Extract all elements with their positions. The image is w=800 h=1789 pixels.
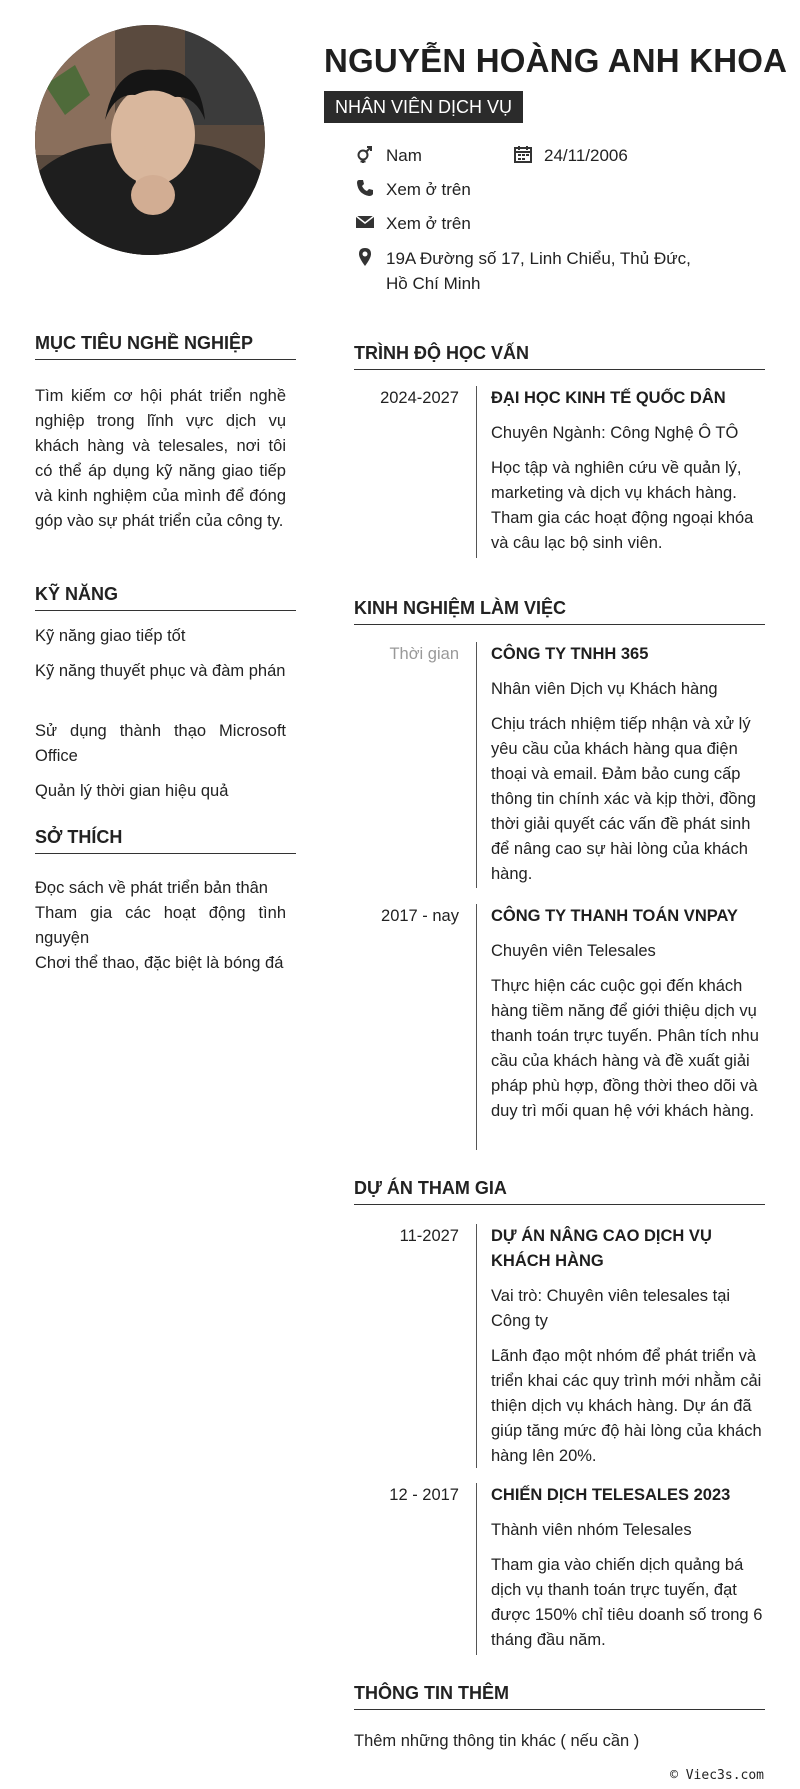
skill-item: Sử dụng thành thạo Microsoft Office — [35, 722, 286, 765]
envelope-icon — [354, 211, 376, 233]
email-row — [354, 211, 471, 236]
entry-role: Chuyên Ngành: Công Nghệ Ô TÔ — [491, 424, 739, 442]
copyright: © Viec3s.com — [670, 1768, 764, 1783]
avatar — [35, 25, 265, 255]
entry-role: Nhân viên Dịch vụ Khách hàng — [491, 680, 718, 698]
email-value: Xem ở trên — [386, 214, 471, 233]
hobby-item: Chơi thể thao, đặc biệt là bóng đá — [35, 954, 284, 972]
projects-title: DỰ ÁN THAM GIA — [354, 1178, 765, 1205]
profile-photo — [35, 25, 265, 255]
entry-desc: Học tập và nghiên cứu về quản lý, marketing và dịch vụ khách hàng. Tham gia các hoạt động ngoại khóa và câu lạc bộ sinh viên. — [491, 459, 754, 552]
entry-body — [476, 1224, 765, 1468]
skill-item: Kỹ năng giao tiếp tốt — [35, 627, 186, 645]
entry-date: 2017 - nay — [381, 907, 459, 925]
extra-info-text: Thêm những thông tin khác ( nếu cần ) — [354, 1732, 640, 1750]
address-row — [354, 246, 714, 296]
hobbies-title: SỞ THÍCH — [35, 827, 296, 854]
entry-body — [476, 1483, 765, 1655]
experience-title: KINH NGHIỆM LÀM VIỆC — [354, 598, 765, 625]
entry-date: 2024-2027 — [380, 389, 459, 407]
skill-item: Quản lý thời gian hiệu quả — [35, 782, 229, 800]
objective-title: MỤC TIÊU NGHỀ NGHIỆP — [35, 333, 296, 360]
entry-org: DỰ ÁN NÂNG CAO DỊCH VỤ KHÁCH HÀNG — [491, 1227, 712, 1270]
entry-desc: Tham gia vào chiến dịch quảng bá dịch vụ thanh toán trực tuyến, đạt được 150% chỉ tiêu doanh số trong 6 tháng đầu năm. — [491, 1556, 763, 1649]
entry-org: CÔNG TY THANH TOÁN VNPAY — [491, 907, 738, 925]
entry-date: Thời gian — [389, 645, 459, 663]
entry-org: CHIẾN DỊCH TELESALES 2023 — [491, 1486, 731, 1504]
candidate-name: NGUYỄN HOÀNG ANH KHOA — [324, 42, 788, 79]
entry-desc: Lãnh đạo một nhóm để phát triển và triển khai các quy trình mới nhằm cải thiện dịch vụ khách hàng. Dự án đã giúp tăng mức độ hài lòng của khách hàng lên 20%. — [491, 1347, 762, 1465]
entry-body — [476, 904, 765, 1150]
entry-date: 12 - 2017 — [389, 1486, 459, 1504]
job-title-badge: NHÂN VIÊN DỊCH VỤ — [324, 91, 523, 123]
phone-row — [354, 177, 471, 202]
skill-item: Kỹ năng thuyết phục và đàm phán — [35, 662, 286, 680]
hobby-item: Tham gia các hoạt động tình nguyện — [35, 904, 286, 947]
entry-desc: Thực hiện các cuộc gọi đến khách hàng tiềm năng để giới thiệu dịch vụ thanh toán trực tuyến. Phân tích nhu cầu của khách hàng và đề xuất giải pháp phù hợp, đồng thời theo dõi và duy trì mối quan hệ với khách hàng. — [491, 977, 759, 1120]
entry-org: CÔNG TY TNHH 365 — [491, 645, 649, 663]
gender-icon — [354, 143, 376, 165]
objective-text: Tìm kiếm cơ hội phát triển nghề nghiệp trong lĩnh vực dịch vụ khách hàng và telesales, nơi tôi có thể áp dụng kỹ năng giao tiếp và kinh nghiệm của mình để đóng góp vào sự phát triển của công ty. — [35, 387, 286, 530]
entry-org: ĐẠI HỌC KINH TẾ QUỐC DÂN — [491, 389, 726, 407]
phone-icon — [354, 177, 376, 199]
extra-info-title: THÔNG TIN THÊM — [354, 1683, 765, 1710]
map-pin-icon — [354, 246, 376, 268]
gender-row — [354, 143, 422, 168]
gender-value: Nam — [386, 146, 422, 165]
education-title: TRÌNH ĐỘ HỌC VẤN — [354, 343, 765, 370]
dob-row — [512, 143, 628, 168]
entry-body — [476, 386, 765, 558]
skills-title: KỸ NĂNG — [35, 584, 296, 611]
phone-value: Xem ở trên — [386, 180, 471, 199]
calendar-icon — [512, 143, 534, 165]
dob-value: 24/11/2006 — [544, 146, 628, 165]
entry-desc: Chịu trách nhiệm tiếp nhận và xử lý yêu cầu của khách hàng qua điện thoại và email. Đảm bảo cung cấp thông tin chính xác và kịp thời, đồng thời giải quyết các vấn đề phát sinh để nâng cao sự hài lòng của khách hàng. — [491, 715, 756, 883]
entry-role: Vai trò: Chuyên viên telesales tại Công ty — [491, 1287, 731, 1330]
entry-body — [476, 642, 765, 888]
hobby-item: Đọc sách về phát triển bản thân — [35, 879, 268, 897]
entry-role: Thành viên nhóm Telesales — [491, 1521, 692, 1539]
address-value: 19A Đường số 17, Linh Chiểu, Thủ Đức, Hồ Chí Minh — [386, 249, 691, 293]
entry-role: Chuyên viên Telesales — [491, 942, 656, 960]
entry-date: 11-2027 — [399, 1227, 459, 1245]
